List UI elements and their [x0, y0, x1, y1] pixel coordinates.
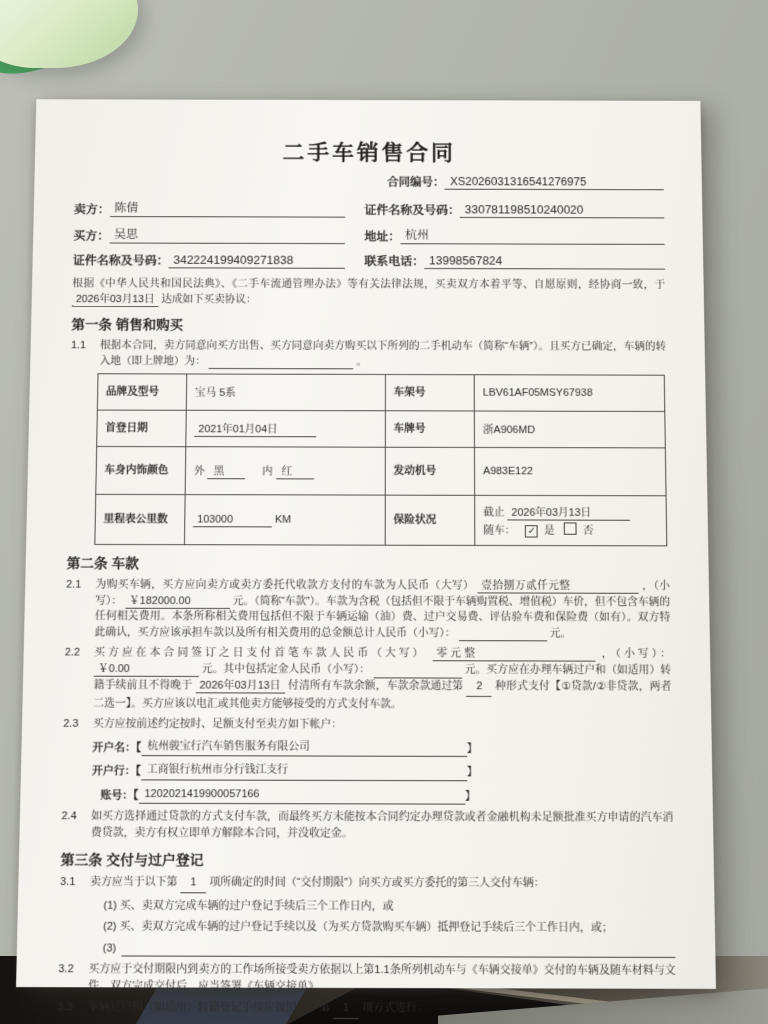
bracket-close: 】	[464, 790, 476, 803]
seller-field	[74, 199, 346, 218]
clause-3-2	[58, 961, 676, 996]
clause-body	[91, 716, 673, 805]
vehicle-info-table	[94, 373, 667, 546]
transfer-text-1: 车辆过户和（如适用）转籍登记手续应按照以下第	[87, 1001, 330, 1014]
handover-text: 买方应于交付期限内到卖方的工作场所接受卖方依据以上第1.1条所列机动车与《车辆交接单》交付的车辆及随车材料与文件。双方完成交付后，应当签署《车辆交接单》。	[87, 963, 676, 993]
preamble-text-2: 达成如下买卖协议：	[161, 293, 257, 305]
delivery-text-1: 卖方应当于以下第	[89, 876, 178, 889]
clause-number: 1.1	[71, 339, 86, 352]
exterior-color: 黑	[208, 466, 246, 479]
delivery-item-1-text: (1) 买、卖双方完成车辆的过户登记手续后三个工作日内，或	[103, 899, 394, 913]
clause-body	[100, 338, 667, 370]
account-name-row	[92, 738, 672, 757]
first-payment-text-5: 付清所有车款余额，车款余款通过第	[287, 680, 464, 693]
price-text-4: 元。	[549, 627, 572, 640]
plate-no-label: 车牌号	[385, 411, 474, 448]
address-field	[364, 226, 664, 245]
clause-number: 2.4	[61, 810, 77, 823]
address-label: 地址：	[364, 230, 401, 244]
table-row	[97, 374, 664, 412]
parties-block	[73, 199, 665, 270]
clause-2-3	[62, 716, 673, 805]
buyer-field	[73, 225, 345, 244]
buyer-id-field	[73, 252, 346, 269]
preamble	[72, 276, 666, 308]
first-reg-date-value	[186, 410, 385, 447]
mileage-unit: KM	[274, 514, 292, 526]
engine-no-label: 发动机号	[385, 447, 475, 495]
delivery-item-3-text: (3)	[102, 942, 117, 954]
contract-number-value: XS2026031316541276975	[444, 175, 663, 190]
color-value	[185, 447, 385, 495]
clause-2-2	[64, 645, 672, 713]
insurance-with-car-line	[483, 522, 658, 538]
agreement-date: 2026年03月13日	[72, 293, 159, 306]
delivery-item-1	[103, 897, 675, 915]
first-payment-figures: ￥0.00	[94, 663, 199, 677]
phone-field	[364, 252, 665, 269]
interior-color: 红	[276, 466, 314, 479]
contract-title: 二手车销售合同	[282, 140, 456, 165]
account-bank-value: 工商银行杭州市分行钱江支行	[141, 762, 467, 781]
brand-model-label: 品牌及型号	[97, 374, 187, 411]
party-row-1	[74, 199, 665, 219]
first-payment-text-6: 种形式支付【①贷款/②非贷款，两者二选一】。买方应该以电汇或其他卖方能够接受的方式支付车款。	[93, 680, 672, 710]
price-in-figures: ￥182000.00	[125, 595, 230, 609]
first-payment-text-3: 元。其中包括定金人民币（小写）：	[201, 663, 371, 675]
section-2-heading: 第二条 车款	[66, 555, 139, 571]
delivery-text-2: 项所确定的时间（“交付期限”）向买方或买方委托的第三人交付车辆：	[209, 876, 545, 890]
account-number-row	[100, 786, 673, 806]
price-text-3: 元。（简称“车款”）。车款为含税（包括但不限于车辆购置税、增值税）车价，但不包含车辆的任何相关费用。本条所称相关费用包括但不限于车辆运输（油）费、过户交易费、评估验车费和保险费（如有）。双方特此确认，买方应该承担车款以及所有相关费用的总金额总计人民币（小写）：	[94, 595, 671, 639]
exterior-label: 外	[193, 465, 205, 478]
buyer-label: 买方：	[73, 229, 110, 243]
seller-id-field	[364, 199, 664, 218]
section-3-heading: 第三条 交付与过户登记	[60, 851, 204, 868]
transfer-text-2: 项方式进行：	[362, 1001, 429, 1015]
account-bank-label: 开户行：【	[91, 765, 142, 778]
green-plastic-bag	[0, 0, 138, 68]
insurance-until-label: 截止	[483, 506, 505, 519]
clause-number: 3.2	[58, 963, 74, 976]
table-row	[96, 446, 666, 495]
checkbox-checked-icon: ✓	[525, 525, 538, 537]
table-row	[97, 410, 666, 448]
clause-1-1	[71, 338, 667, 370]
first-payment-text-1: 买方应在本合同签订之日支付首笔车款人民币（大写）	[94, 646, 427, 660]
clause-number: 3.1	[60, 876, 76, 889]
payment-form-number: 2	[466, 679, 492, 697]
clause-body	[94, 577, 670, 641]
mileage-number: 103000	[193, 514, 272, 527]
pay-off-date: 2026年03月13日	[195, 680, 284, 694]
vin-value: LBV61AF05MSY67938	[474, 375, 664, 412]
address-value: 杭州	[400, 226, 664, 245]
account-name-label: 开户名：【	[92, 741, 142, 754]
delivery-option-number: 1	[180, 875, 206, 893]
loan-failure-text: 如买方选择通过贷款的方式支付车款，而最终买方未能按本合同约定办理贷款或者金融机构未足额批准买方申请的汽车消费贷款，卖方有权立即单方解除本合同，并没收定金。	[90, 810, 674, 840]
clause-body	[87, 999, 676, 1019]
plate-no-value: 浙A906MD	[475, 411, 666, 448]
insurance-until-date: 2026年03月13日	[508, 507, 631, 521]
bracket-close: 】	[466, 766, 478, 779]
price-text-1: 为购买车辆，买方应向卖方或卖方委托代收款方支付的车款为人民币（大写）	[95, 579, 475, 592]
account-name-value: 杭州骏宝行汽车销售服务有限公司	[141, 738, 467, 757]
table-row	[95, 494, 667, 546]
contract-number-label: 合同编号：	[387, 175, 445, 189]
insurance-until-line	[483, 504, 658, 520]
first-payment-text-2: ，（小写）：	[601, 648, 671, 660]
transfer-option-number: 1	[333, 1000, 359, 1019]
first-payment-words: 零元整	[432, 648, 595, 662]
interior-label: 内	[262, 466, 273, 478]
contract-number-row	[74, 173, 663, 190]
seller-id-label: 证件名称及号码：	[364, 203, 461, 217]
clause-number: 2.3	[63, 718, 79, 730]
mileage-value	[185, 495, 385, 546]
bracket-close: 】	[466, 742, 478, 755]
clause-number: 2.2	[64, 646, 80, 659]
account-intro: 买方应按前述约定按时、足额支付至卖方如下帐户：	[92, 718, 343, 731]
checkbox-unchecked-icon	[564, 522, 577, 534]
buyer-id-value: 342224199409271838	[169, 254, 346, 269]
party-row-2	[73, 225, 664, 245]
delivery-item-2-text: (2) 买、卖双方完成车辆的过户登记手续以及（为买方贷款购买车辆）抵押登记手续后三个工作日内，或；	[102, 920, 613, 934]
buyer-value: 吴思	[109, 225, 345, 244]
account-number-label: 账号：【	[100, 789, 139, 802]
insurance-with-label: 随车：	[483, 524, 516, 537]
insurance-label: 保险状况	[385, 495, 475, 545]
first-payment-text-4: 元。买方应在办理车辆过户和（如适用）转籍手续前且不得晚于	[93, 663, 672, 692]
clause-body	[93, 645, 672, 713]
vin-label: 车架号	[385, 374, 474, 411]
party-row-3	[73, 252, 665, 270]
clause-2-1	[65, 577, 671, 642]
yes-label: 是	[543, 524, 555, 537]
insurance-value	[475, 495, 667, 546]
phone-label: 联系电话：	[364, 255, 425, 269]
color-label: 车身内饰颜色	[96, 446, 186, 494]
no-label: 否	[582, 524, 594, 537]
seller-value: 陈倩	[110, 199, 346, 218]
seller-label: 卖方：	[73, 203, 110, 217]
registration-place-blank	[209, 357, 354, 369]
section-1-heading: 第一条 销售和购买	[71, 316, 184, 332]
total-amount-blank	[459, 629, 547, 642]
account-number-value: 1202021419900057166	[138, 786, 464, 805]
phone-value: 13998567824	[424, 254, 665, 269]
first-reg-date-label: 首登日期	[97, 410, 187, 447]
contract-paper	[16, 99, 716, 1015]
clause-body	[89, 874, 676, 958]
clause-number: 2.1	[66, 579, 82, 591]
clause-number: 3.3	[57, 1001, 74, 1014]
mileage-label: 里程表公里数	[95, 494, 186, 544]
seller-id-value: 330781198510240020	[460, 203, 664, 218]
price-text-2: ，（小写）：	[95, 580, 670, 607]
delivery-item-3-blank	[122, 940, 676, 958]
clause-2-4	[61, 808, 674, 842]
clause-3-3	[57, 999, 676, 1019]
price-in-words: 壹拾捌万贰仟元整	[477, 580, 638, 594]
delivery-item-2	[103, 919, 675, 937]
buyer-id-label: 证件名称及号码：	[72, 254, 169, 268]
delivery-item-3	[103, 940, 676, 958]
brand-model-value: 宝马 5系	[187, 374, 386, 411]
clause-1-1-period: 。	[356, 355, 367, 368]
clause-1-1-text: 根据本合同，卖方同意向买方出售、买方同意向卖方购买以下所列的二手机动车（简称“车辆”）。且买方已确定，车辆的转入地（即上牌地）为：	[99, 339, 667, 367]
preamble-text-1: 根据《中华人民共和国民法典》、《二手车流通管理办法》等有关法律法规，买卖双方本着平等、自愿原则，经协商一致，于	[72, 278, 666, 291]
first-reg-date: 2021年01月04日	[194, 424, 316, 437]
clause-3-1	[59, 874, 676, 958]
engine-no-value: A983E122	[475, 447, 666, 495]
deposit-blank	[373, 666, 461, 679]
account-bank-row	[92, 762, 673, 781]
